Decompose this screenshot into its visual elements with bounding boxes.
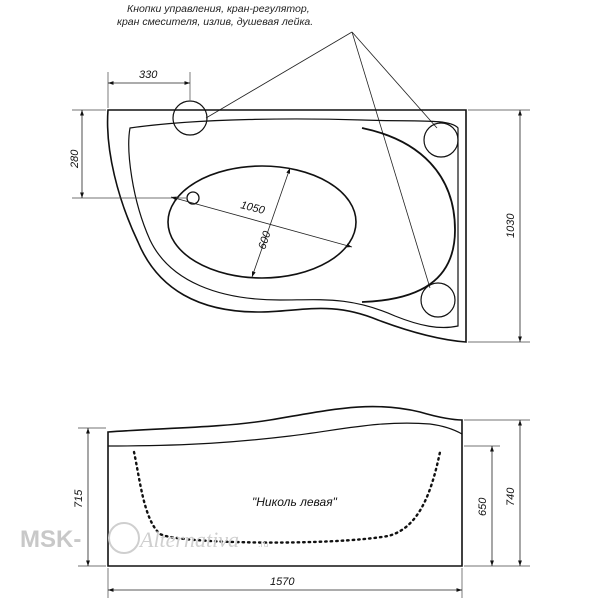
dim-1030: 1030 (505, 213, 517, 238)
dim-1570: 1570 (270, 576, 295, 588)
dim-1050: 1050 (239, 199, 266, 217)
leader-line-3 (352, 32, 430, 288)
dim-line-600 (252, 168, 290, 277)
top-view-inner-rim (129, 119, 458, 328)
watermark-a-logo (109, 523, 139, 553)
dim-740: 740 (505, 487, 517, 506)
watermark-suffix: .ru (258, 539, 269, 549)
fitting-circle-3 (421, 283, 455, 317)
callout-note (117, 3, 437, 288)
dim-715: 715 (73, 489, 85, 508)
callout-text-line2: кран смесителя, излив, душевая лейка. (117, 16, 314, 28)
fitting-circle-1 (173, 101, 207, 135)
watermark (20, 523, 269, 553)
dim-280: 280 (69, 149, 81, 168)
leader-line-1 (206, 32, 352, 118)
watermark-brand: MSK- (20, 526, 82, 553)
leader-line-2 (352, 32, 437, 128)
callout-text-line1: Кнопки управления, кран-регулятор, (127, 3, 310, 15)
top-view-outline (108, 110, 466, 342)
side-view-rim (108, 423, 462, 446)
top-view (69, 69, 530, 342)
side-view (73, 407, 530, 598)
watermark-script: Alternativa (140, 527, 239, 552)
model-name: "Николь левая" (252, 495, 337, 509)
backrest-curve (362, 128, 455, 302)
dim-600: 600 (256, 229, 274, 251)
dim-650: 650 (477, 497, 489, 516)
fitting-circle-2 (424, 123, 458, 157)
dim-330: 330 (139, 69, 158, 81)
